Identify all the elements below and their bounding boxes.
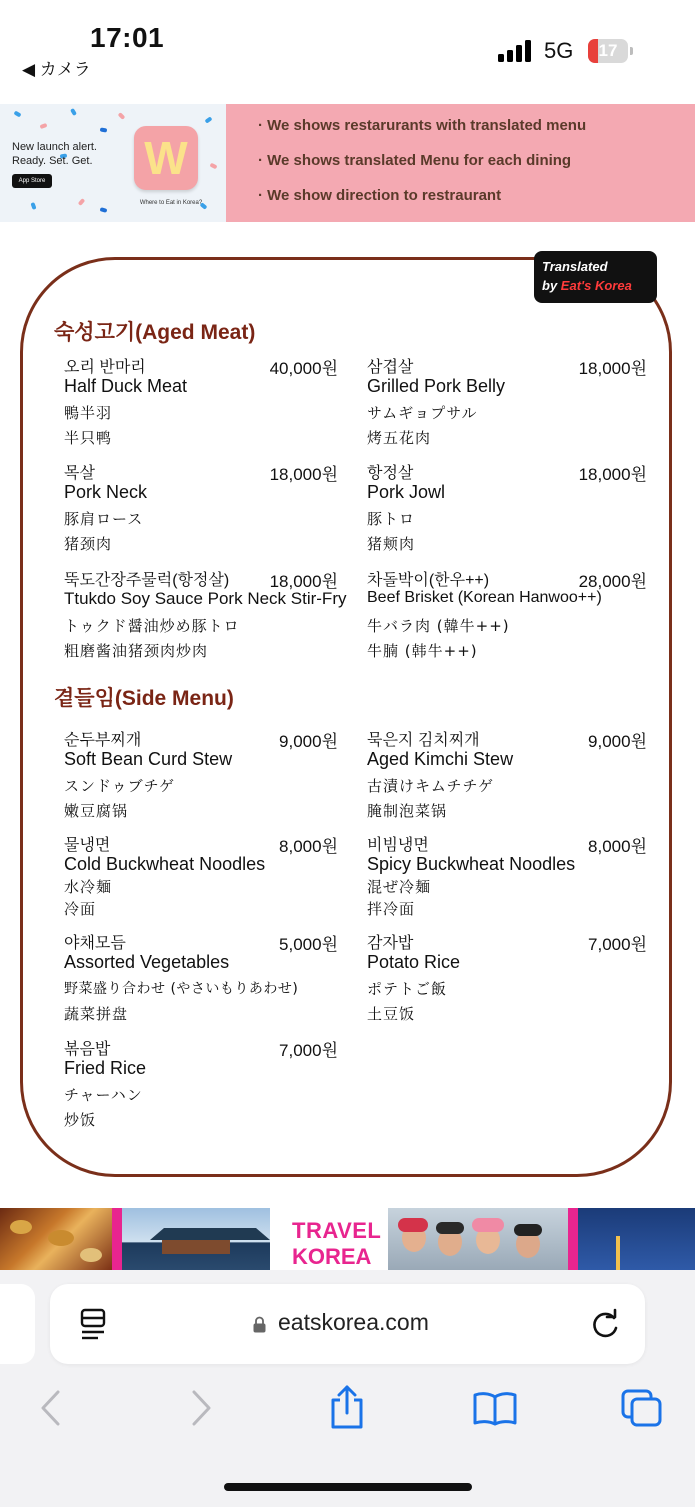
item-english-name: Soft Bean Curd Stew [64,749,233,769]
item-japanese-name: 豚肩ロース [64,510,144,528]
item-chinese-name: 半只鸭 [64,429,113,447]
menu-item [367,460,667,556]
item-english-name: Assorted Vegetables [64,952,230,972]
badge-line1: Translated [542,259,608,274]
app-store-badge[interactable]: App Store [12,174,52,188]
item-japanese-name: 混ぜ冷麺 [367,878,432,896]
item-korean-name: 볶음밥 [64,1041,111,1058]
badge-brand: Eat's Korea [560,278,632,293]
item-chinese-name: 猪颊肉 [367,535,416,553]
menu-item [64,567,364,663]
promo-image-strip[interactable] [0,1208,695,1270]
palace-photo[interactable] [122,1208,270,1270]
item-english-name: Ttukdo Soy Sauce Pork Neck Stir-Fry [64,589,347,608]
item-price: 5,000원 [279,935,338,954]
item-japanese-name: スンドゥブチゲ [64,777,176,795]
tower-photo[interactable] [578,1208,695,1270]
app-logo-icon: W [134,126,198,190]
previous-tab-preview[interactable] [0,1284,35,1364]
section-title-side-menu: 곁들임(Side Menu) [54,687,234,710]
network-type: 5G [544,38,574,63]
item-chinese-name: 腌制泡菜锅 [367,802,448,820]
item-price: 28,000원 [578,572,647,591]
item-english-name: Beef Brisket (Korean Hanwoo++) [367,589,602,606]
menu-item [64,727,364,823]
status-time: 17:01 [90,22,165,53]
item-english-name: Pork Neck [64,482,148,502]
item-price: 18,000원 [269,572,338,591]
menu-item [367,727,667,823]
item-japanese-name: トゥクド醤油炒め豚トロ [64,617,240,635]
item-price: 9,000원 [279,732,338,751]
item-korean-name: 야채모듬 [64,935,126,952]
item-price: 9,000원 [588,732,647,751]
food-photo[interactable] [0,1208,112,1270]
item-japanese-name: チャーハン [64,1086,143,1104]
ad-feature-line: · We shows restarurants with translated menu [258,117,587,134]
menu-item [64,354,364,450]
item-japanese-name: 豚トロ [367,510,416,528]
share-icon[interactable] [328,1384,366,1430]
item-korean-name: 항정살 [367,465,414,482]
item-price: 40,000원 [269,359,338,378]
page-menu-icon[interactable] [80,1308,108,1340]
item-price: 8,000원 [588,837,647,856]
item-chinese-name: 猪颈肉 [64,535,113,553]
item-japanese-name: 古漬けキムチチゲ [367,777,494,795]
translated-by-badge [534,251,657,303]
battery-level: 17 [598,41,618,60]
item-chinese-name: 冷面 [64,900,97,918]
item-japanese-name: ポテトご飯 [367,980,448,998]
back-to-app-link[interactable]: ◀ カメラ [22,60,91,79]
menu-item [64,832,364,928]
menu-item [64,1036,364,1132]
item-japanese-name: 水冷麺 [64,878,113,896]
ad-tagline: Where to Eat in Korea? [139,200,203,206]
item-chinese-name: 烤五花肉 [367,429,432,447]
item-price: 8,000원 [279,837,338,856]
item-korean-name: 비빔냉면 [367,837,429,854]
item-price: 18,000원 [578,359,647,378]
item-chinese-name: 拌冷面 [367,900,416,918]
menu-item [367,354,667,450]
item-price: 18,000원 [269,465,338,484]
item-chinese-name: 土豆饭 [367,1005,416,1023]
back-icon[interactable] [38,1390,64,1426]
menu-item [64,460,364,556]
reload-icon[interactable] [590,1308,622,1340]
item-japanese-name: 野菜盛り合わせ (やさいもりあわせ) [64,981,299,997]
item-korean-name: 뚝도간장주물럭(항정살) [64,572,230,589]
item-korean-name: 차돌박이(한우++) [367,572,490,589]
korea-label: KOREA [292,1244,372,1269]
item-chinese-name: 蔬菜拼盘 [64,1005,129,1023]
ad-launch-text: New launch alert. Ready. Set. Get. [12,141,97,167]
item-korean-name: 물냉면 [64,837,111,854]
item-english-name: Cold Buckwheat Noodles [64,854,266,874]
item-japanese-name: 鴨半羽 [64,404,113,422]
menu-item [367,567,667,663]
menu-item [64,930,364,1026]
cellular-signal-icon [498,40,534,62]
travel-korea-tile[interactable] [270,1208,386,1270]
item-korean-name: 삼겹살 [367,359,414,376]
item-price: 18,000원 [578,465,647,484]
item-korean-name: 오리 반마리 [64,359,146,376]
tabs-icon[interactable] [620,1388,664,1428]
url-text[interactable]: eatskorea.com [278,1309,429,1335]
item-price: 7,000원 [279,1041,338,1060]
bookmarks-icon[interactable] [472,1390,518,1426]
item-japanese-name: サムギョプサル [367,404,478,422]
item-english-name: Potato Rice [367,952,461,972]
section-title-aged-meat: 숙성고기(Aged Meat) [54,321,256,344]
item-chinese-name: 牛腩 (韩牛++) [367,642,478,660]
item-japanese-name: 牛バラ肉 (韓牛++) [367,617,510,635]
item-english-name: Half Duck Meat [64,376,188,396]
item-korean-name: 목살 [64,465,95,482]
item-price: 7,000원 [588,935,647,954]
item-english-name: Pork Jowl [367,482,446,502]
travel-label: TRAVEL [292,1218,382,1243]
home-indicator[interactable] [224,1483,472,1491]
group-photo[interactable] [388,1208,568,1270]
item-korean-name: 순두부찌개 [64,732,142,749]
item-english-name: Grilled Pork Belly [367,376,506,396]
lock-icon [253,1316,266,1333]
item-chinese-name: 嫩豆腐锅 [64,802,129,820]
menu-item [367,832,667,928]
battery-icon [588,39,634,63]
item-chinese-name: 粗磨酱油猪颈肉炒肉 [64,642,209,660]
item-english-name: Spicy Buckwheat Noodles [367,854,576,874]
ad-banner-app-promo[interactable] [0,104,226,222]
menu-item [367,930,667,1026]
badge-by: by [542,278,561,293]
forward-icon[interactable] [188,1390,214,1426]
item-english-name: Aged Kimchi Stew [367,749,514,769]
item-korean-name: 묵은지 김치찌개 [367,732,480,749]
item-english-name: Fried Rice [64,1058,147,1078]
item-korean-name: 감자밥 [367,935,414,952]
ad-feature-line: · We show direction to restraurant [258,187,502,204]
item-chinese-name: 炒饭 [64,1111,97,1129]
ad-feature-line: · We shows translated Menu for each dining [258,152,572,169]
